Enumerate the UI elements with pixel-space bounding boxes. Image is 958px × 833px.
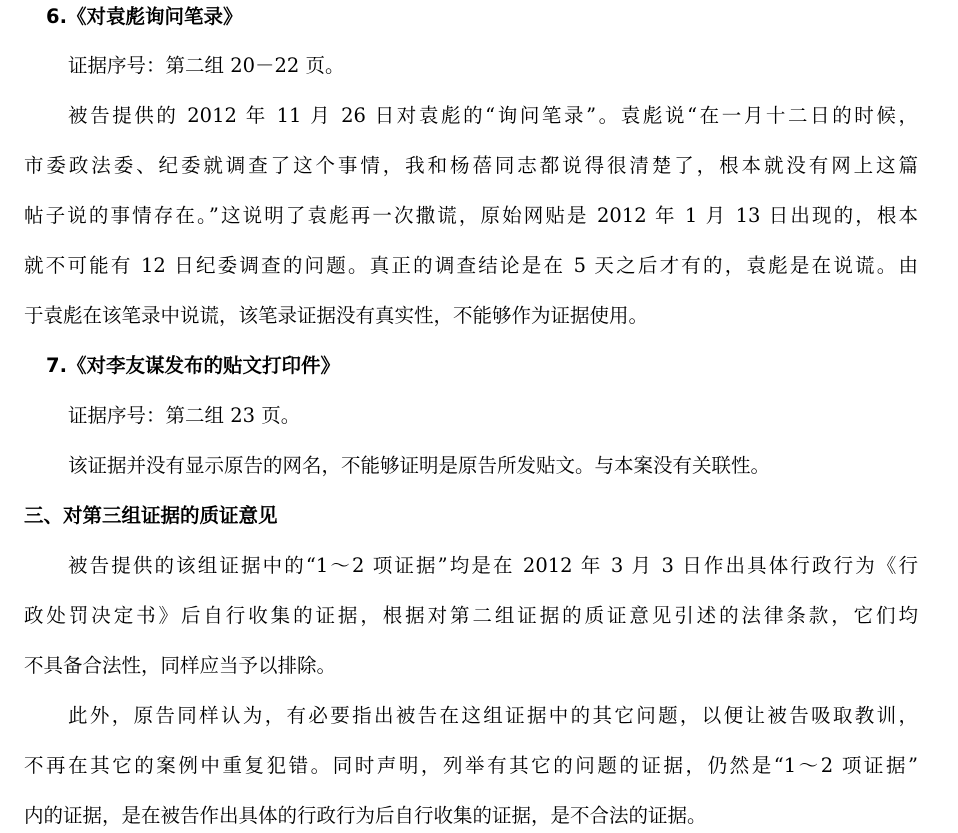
evidence-number-line: 证据序号：第二组 20－22 页。 (68, 54, 345, 77)
paragraph-line: 不再在其它的案例中重复犯错。同时声明，列举有其它的问题的证据，仍然是“1～2 项证据” (24, 754, 918, 777)
section-heading-6: 6.《对袁彪询问笔录》 (46, 5, 243, 28)
paragraph-line: 内的证据，是在被告作出具体的行政行为后自行收集的证据，是不合法的证据。 (24, 804, 707, 827)
section-heading-7: 7.《对李友谋发布的贴文打印件》 (46, 354, 340, 377)
paragraph-line: 不具备合法性，同样应当予以排除。 (24, 654, 337, 677)
paragraph-line: 就不可能有 12 日纪委调查的问题。真正的调查结论是在 5 天之后才有的，袁彪是在说谎。由 (24, 254, 918, 277)
paragraph-line: 帖子说的事情存在。”这说明了袁彪再一次撒谎，原始网贴是 2012 年 1 月 13 日出现的，根本 (24, 204, 918, 227)
evidence-number-line: 证据序号：第二组 23 页。 (68, 404, 301, 427)
paragraph-line: 政处罚决定书》后自行收集的证据，根据对第二组证据的质证意见引述的法律条款，它们均 (24, 604, 918, 627)
section-heading-3: 三、对第三组证据的质证意见 (24, 504, 278, 527)
paragraph-line: 此外，原告同样认为，有必要指出被告在这组证据中的其它问题，以便让被告吸取教训， (68, 704, 918, 727)
paragraph-line: 于袁彪在该笔录中说谎，该笔录证据没有真实性，不能够作为证据使用。 (24, 304, 649, 327)
paragraph-line: 该证据并没有显示原告的网名，不能够证明是原告所发贴文。与本案没有关联性。 (68, 454, 771, 477)
paragraph-line: 被告提供的 2012 年 11 月 26 日对袁彪的“询问笔录”。袁彪说“在一月十二日的时候， (68, 104, 918, 127)
paragraph-line: 被告提供的该组证据中的“1～2 项证据”均是在 2012 年 3 月 3 日作出具体行政行为《行 (68, 554, 918, 577)
paragraph-line: 市委政法委、纪委就调查了这个事情，我和杨蓓同志都说得很清楚了，根本就没有网上这篇 (24, 154, 918, 177)
